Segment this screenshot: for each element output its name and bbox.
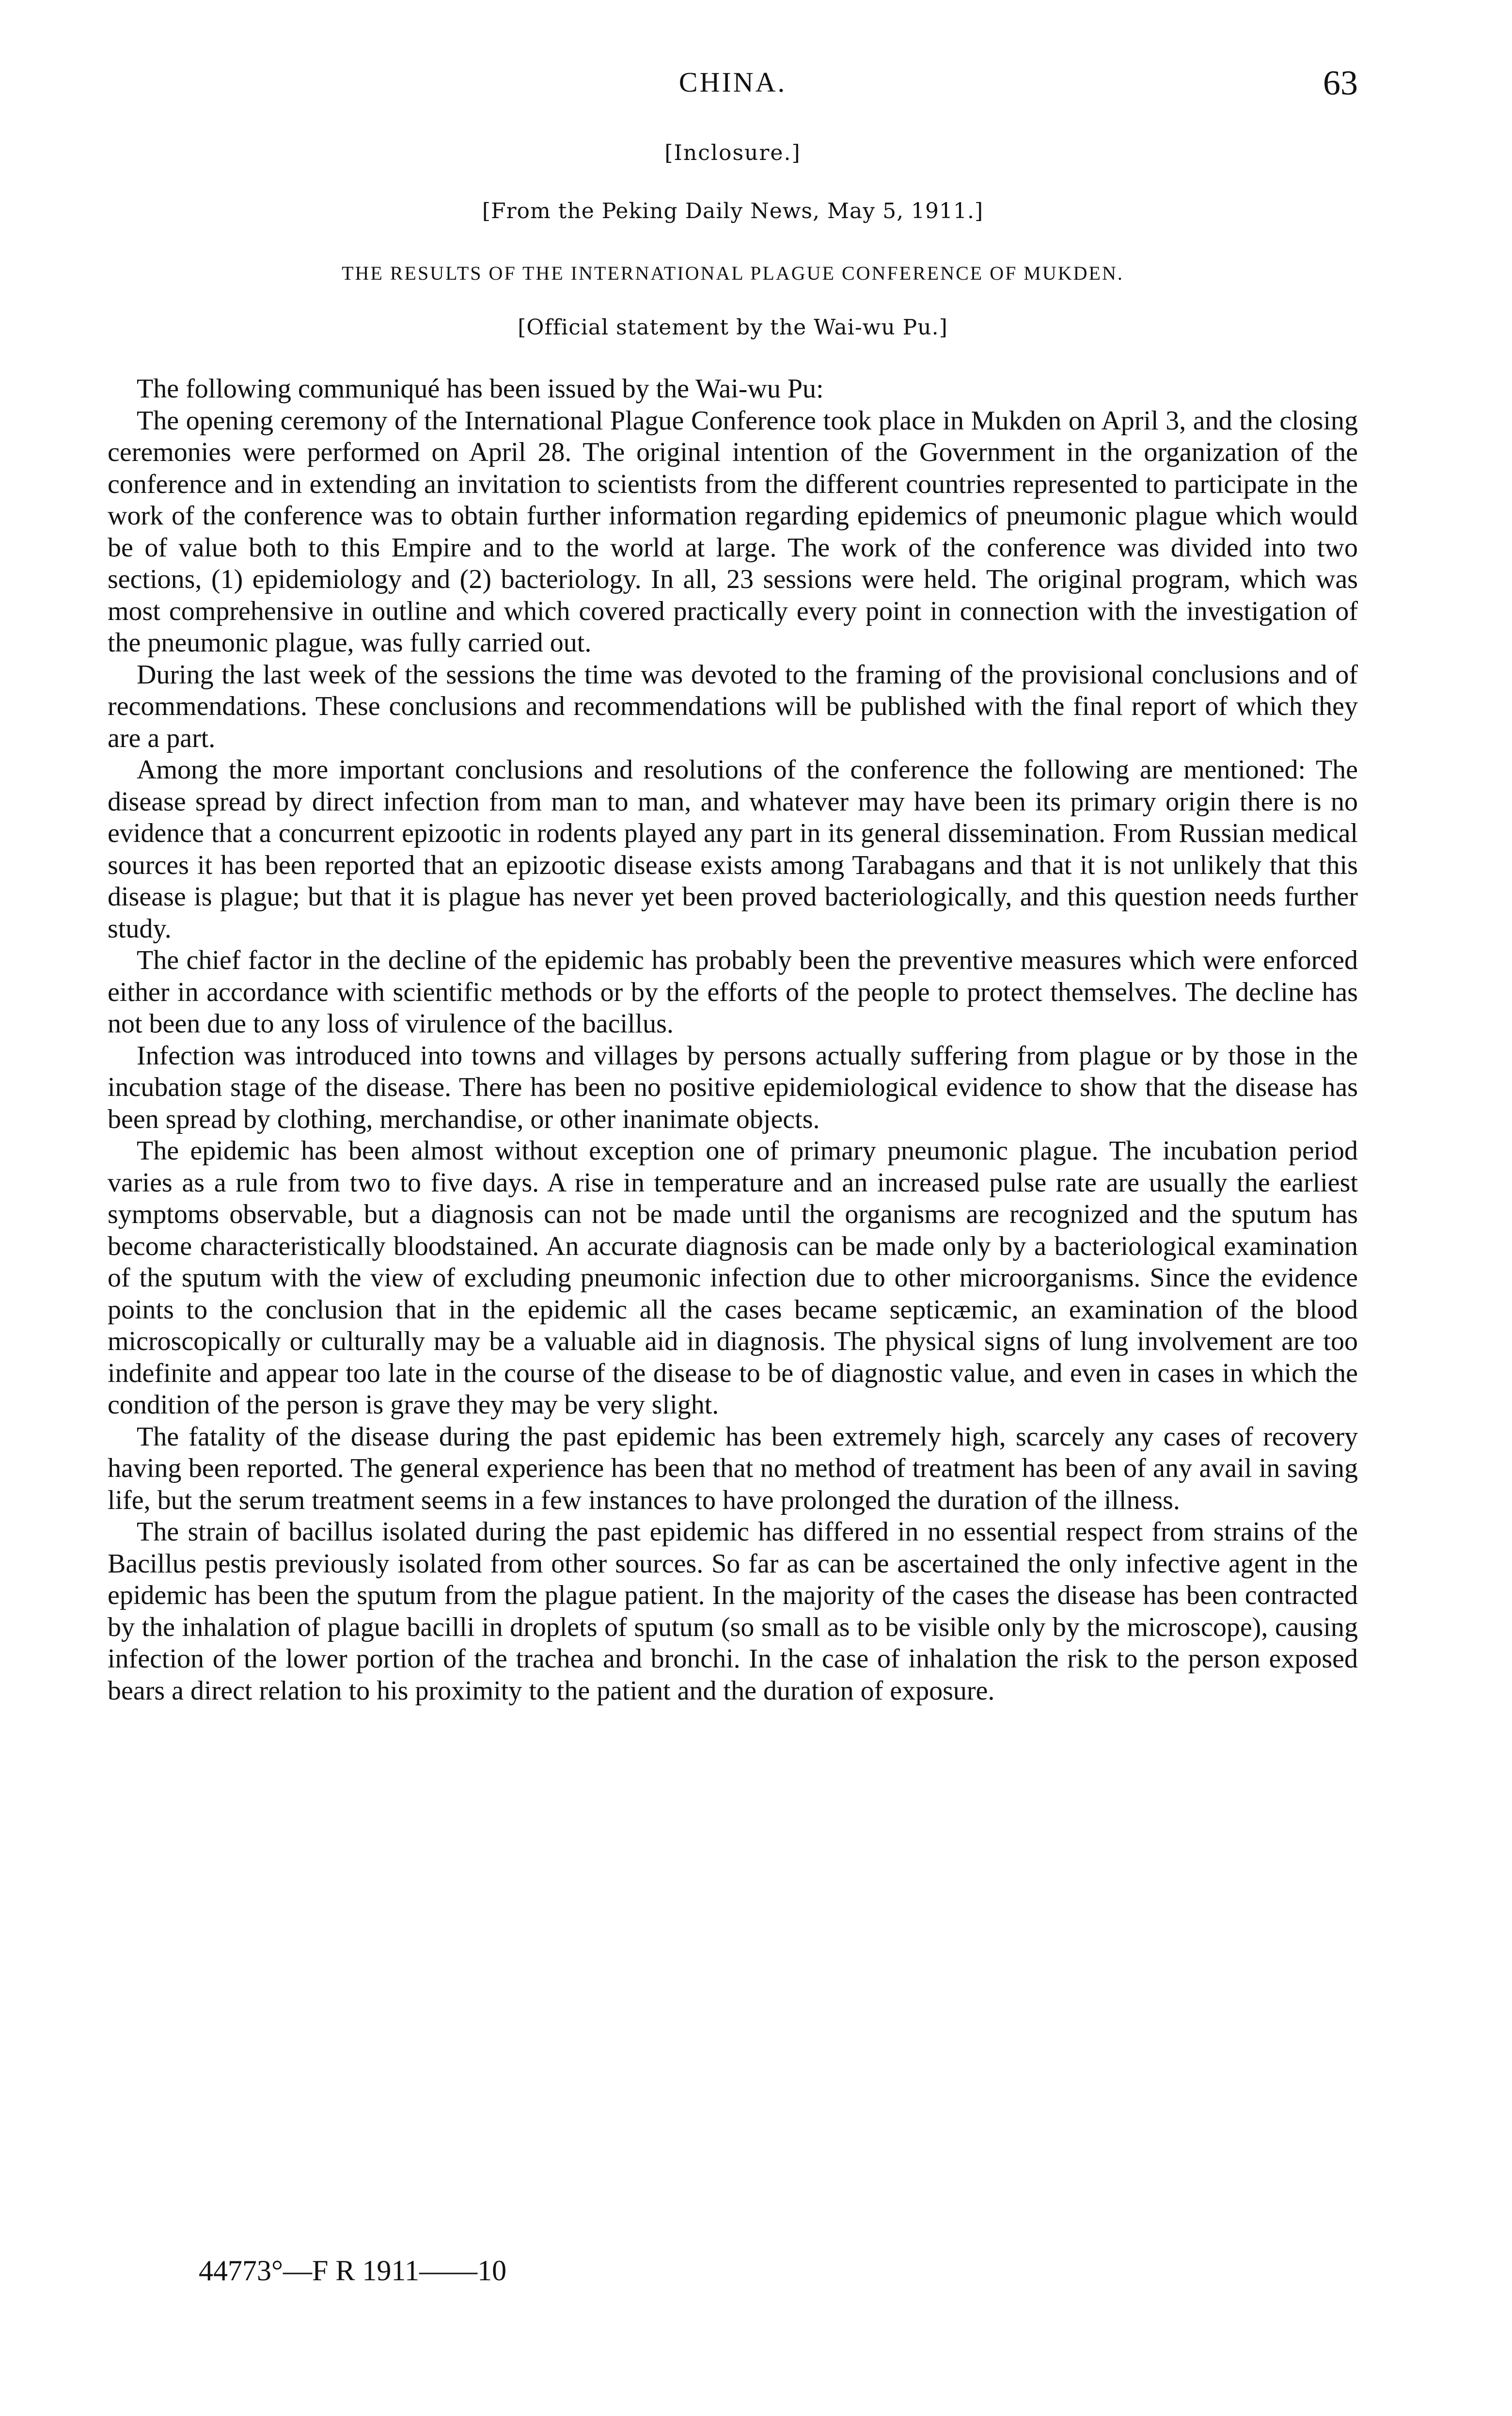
article-heading: THE RESULTS OF THE INTERNATIONAL PLAGUE CONFERENCE OF MUKDEN. <box>342 262 1124 284</box>
paragraph: The chief factor in the decline of the epidemic has probably been the preventive measures which were enforced either in accordance with scientific methods or by the efforts of the people to protect themselves. The decline has not been due to any loss of virulence of the bacillus. <box>108 945 1358 1039</box>
paragraph: During the last week of the sessions the time was devoted to the framing of the provisional conclusions and of recommendations. These conclusions and recommendations will be published with the final report of which they are a part. <box>108 659 1358 753</box>
running-head <box>108 63 1358 102</box>
paragraph: The opening ceremony of the International Plague Conference took place in Mukden on April 3, and the closing ceremonies were performed on April 28. The original intention of the Government in the organization of the conference and in extending an invitation to scientists from the different countries represented to participate in the work of the conference was to obtain further information regarding epidemics of pneumonic plague which would be of value both to this Empire and to the world at large. The work of the conference was divided into two sections, (1) epidemiology and (2) bacteriology. In all, 23 sessions were held. The original program, which was most comprehensive in outline and which covered practically every point in connection with the investigation of the pneumonic plague, was fully carried out. <box>108 405 1358 658</box>
source-line: [From the Peking Daily News, May 5, 1911.] <box>482 199 984 223</box>
paragraph: Among the more important conclusions and resolutions of the conference the following are mentioned: The disease spread by direct infection from man to man, and whatever may have been its primary origin there is no evidence that a concurrent epizootic in rodents played any part in its general dissemination. From Russian medical sources it has been reported that an epizootic disease exists among Tarabagans and that it is not unlikely that this disease is plague; but that it is plague has never yet been proved bacteriologically, and this question needs further study. <box>108 755 1358 944</box>
inclosure-label: [Inclosure.] <box>664 141 801 165</box>
paragraph: Infection was introduced into towns and villages by persons actually suffering from plague or by those in the incubation stage of the disease. There has been no positive epidemiological evidence to show that the disease has been spread by clothing, merchandise, or other inanimate objects. <box>108 1040 1358 1134</box>
running-title: CHINA. <box>678 66 787 98</box>
paragraph: The strain of bacillus isolated during the past epidemic has differed in no essential respect from strains of the Bacillus pestis previously isolated from other sources. So far as can be ascertained the only infective agent in the epidemic has been the sputum from the plague patient. In the majority of the cases the disease has been contracted by the inhalation of plague bacilli in droplets of sputum (so small as to be visible only by the microscope), causing infection of the lower portion of the trachea and bronchi. In the case of inhalation the risk to the person exposed bears a direct relation to his proximity to the patient and the duration of exposure. <box>108 1517 1358 1706</box>
paragraph: The epidemic has been almost without exception one of primary pneumonic plague. The incubation period varies as a rule from two to five days. A rise in temperature and an increased pulse rate are usually the earliest symptoms observable, but a diagnosis can not be made until the organisms are recognized and the sputum has become characteristically bloodstained. An accurate diagnosis can be made only by a bacteriological examination of the sputum with the view of excluding pneumonic infection due to other microorganisms. Since the evidence points to the conclusion that in the epidemic all the cases became septicæmic, an examination of the blood microscopically or culturally may be a valuable aid in diagnosis. The physical signs of lung involvement are too indefinite and appear too late in the course of the disease to be of diagnostic value, and even in cases in which the condition of the person is grave they may be very slight. <box>108 1136 1358 1420</box>
statement-line: [Official statement by the Wai-wu Pu.] <box>518 315 948 340</box>
footer-signature: 44773°—F R 1911——10 <box>199 2255 507 2287</box>
page-number: 63 <box>1323 64 1358 102</box>
paragraph: The following communiqué has been issued by the Wai-wu Pu: <box>137 374 824 404</box>
paragraph: The fatality of the disease during the past epidemic has been extremely high, scarcely any cases of recovery having been reported. The general experience has been that no method of treatment has been of any avail in saving life, but the serum treatment seems in a few instances to have prolonged the duration of the illness. <box>108 1421 1358 1515</box>
article-body <box>108 373 1358 1707</box>
